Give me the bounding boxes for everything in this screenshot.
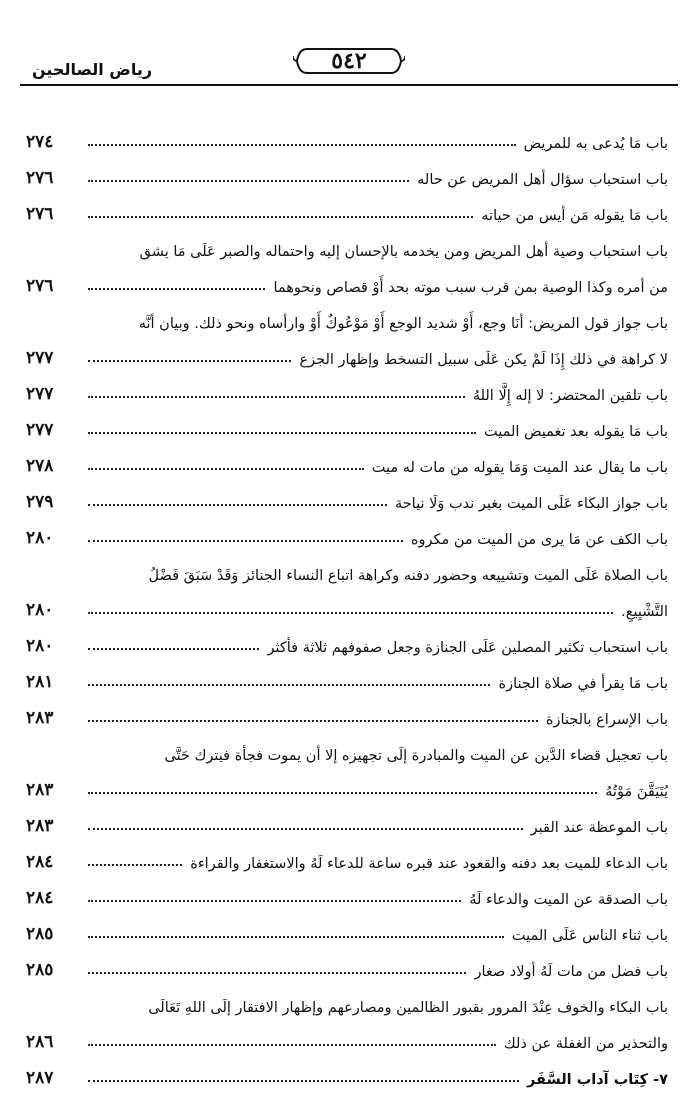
toc-entry-text: ٧- كِتَاب آداب السَّفَر: [527, 1072, 668, 1088]
toc-entry-text: باب الصدقة عن الميت والدعاء لَهُ: [469, 892, 668, 908]
toc-entry-text: باب مَا يقوله بعد تغميض الميت: [483, 424, 668, 440]
dot-leader: [88, 539, 403, 542]
toc-entry-text: يُتَيَقَّنَ مَوْتُهُ: [605, 784, 668, 800]
toc-page-number: ٢٨٤: [26, 852, 54, 872]
toc-entry: [26, 692, 668, 728]
toc-entry: [26, 800, 668, 836]
toc-entry-row: [26, 800, 668, 836]
toc-page-number: ٢٨٠: [26, 528, 54, 548]
dot-leader: [88, 395, 465, 398]
toc-entry-row: [26, 404, 668, 440]
toc-entry-row: [26, 1016, 668, 1052]
toc-entry-row: [26, 440, 668, 476]
toc-entry-text: باب جواز البكاء عَلَى الميت بغير ندب وَلَا نياحة: [394, 496, 668, 512]
toc-entry-row: [26, 476, 668, 512]
toc-entry: [26, 548, 668, 620]
toc-entry-row: [26, 188, 668, 224]
dot-leader: [88, 215, 473, 218]
dot-leader: [88, 611, 613, 614]
toc-entry-text: باب الدعاء للميت بعد دفنه والقعود عند قبره ساعة للدعاء لَهُ والاستغفار والقراءة: [190, 856, 668, 872]
toc-page-number: ٢٨٦: [26, 1032, 54, 1052]
toc-page-number: ٢٨٠: [26, 600, 54, 620]
toc-page-number: ٢٨٥: [26, 924, 54, 944]
toc-page-number: ٢٧٩: [26, 492, 54, 512]
book-title: رياض الصالحين: [32, 60, 153, 79]
toc-page-number: ٢٧٨: [26, 456, 54, 476]
dot-leader: [88, 863, 182, 866]
toc-entry: [26, 224, 668, 296]
dot-leader: [88, 179, 409, 182]
toc-entry-row: [26, 1052, 668, 1088]
toc-entry: [26, 476, 668, 512]
toc-entry-text: باب مَا يقوله مَن أيس من حياته: [481, 208, 668, 224]
toc-page-number: ٢٧٧: [26, 384, 54, 404]
toc-page-number: ٢٨٠: [26, 636, 54, 656]
toc-page-number: ٢٨٤: [26, 888, 54, 908]
toc-entry-row: [26, 836, 668, 872]
dot-leader: [88, 431, 476, 434]
toc-entry-text: من أمره وكذا الوصية بمن قرب سبب موته بحد أَوْ قصاص ونحوهما: [273, 280, 668, 296]
toc-page-number: ٢٨٣: [26, 816, 54, 836]
toc-entry: [26, 1052, 668, 1088]
dot-leader: [88, 683, 490, 686]
toc-page-number: ٢٨٣: [26, 780, 54, 800]
toc-entry-text: باب استحباب سؤال أهل المريض عن حاله: [417, 172, 668, 188]
toc-entry: [26, 872, 668, 908]
toc-page-number: ٢٧٧: [26, 348, 54, 368]
toc-entry-row: [26, 944, 668, 980]
toc-entry: [26, 728, 668, 800]
toc-entry-text: باب فضل من مات لَهُ أولاد صغار: [474, 964, 668, 980]
page-header: [20, 44, 678, 90]
table-of-contents: [26, 116, 668, 1088]
toc-entry-text: باب الإسراع بالجنازة: [545, 712, 668, 728]
dot-leader: [88, 467, 364, 470]
header-rule: [20, 84, 678, 86]
dot-leader: [88, 719, 538, 722]
toc-entry-row: [26, 512, 668, 548]
dot-leader: [88, 827, 523, 830]
toc-entry-row: [26, 764, 668, 800]
toc-entry-row: [26, 368, 668, 404]
dot-leader: [88, 1043, 496, 1046]
toc-page-number: ٢٧٦: [26, 276, 54, 296]
toc-entry-row: [26, 584, 668, 620]
toc-entry-text: باب الصلاة عَلَى الميت وتشييعه وحضور دفنه وكراهة اتباع النساء الجنائز وَقَدْ سَبَقَ فَضْلُ: [148, 568, 668, 584]
toc-page-number: ٢٧٧: [26, 420, 54, 440]
toc-entry-text: باب الكف عن مَا يرى من الميت من مكروه: [410, 532, 668, 548]
toc-entry: [26, 296, 668, 368]
toc-entry: [26, 944, 668, 980]
toc-entry-text: باب تعجيل قضاء الدَّين عن الميت والمبادرة إِلَى تجهيزه إلا أن يموت فجأة فيترك حَتَّى: [164, 748, 668, 764]
toc-entry-text: باب استحباب وصية أهل المريض ومن يخدمه بالإحسان إليه واحتماله والصبر عَلَى مَا يشق: [139, 244, 668, 260]
toc-entry-text: باب استحباب تكثير المصلين عَلَى الجنازة وجعل صفوفهم ثلاثة فأكثر: [267, 640, 668, 656]
toc-entry-row: [26, 872, 668, 908]
toc-entry-text: باب ثناء الناس عَلَى الميت: [511, 928, 668, 944]
toc-entry: [26, 188, 668, 224]
toc-entry-text: باب الموعظة عند القبر: [530, 820, 668, 836]
toc-entry: [26, 656, 668, 692]
page-number-frame: [293, 46, 405, 76]
toc-entry: [26, 404, 668, 440]
dot-leader: [88, 1079, 519, 1082]
toc-entry-text: باب البكاء والخوف عِنْدَ المرور بقبور الظالمين ومصارعهم وإظهار الافتقار إِلَى اللهِ تَعَالَى: [148, 1000, 668, 1016]
dot-leader: [88, 359, 291, 362]
toc-entry: [26, 152, 668, 188]
toc-entry-text: والتحذير من الغفلة عن ذلك: [503, 1036, 668, 1052]
toc-entry: [26, 836, 668, 872]
toc-entry-row: [26, 116, 668, 152]
toc-entry: [26, 116, 668, 152]
toc-entry: [26, 980, 668, 1052]
dot-leader: [88, 287, 265, 290]
toc-entry-text: باب مَا يقرأ في صلاة الجنازة: [498, 676, 668, 692]
toc-entry-text: باب جواز قول المريض: أنَا وجع، أَوْ شديد الوجع أَوْ مَوْعُوكٌ أَوْ وارأساه ونحو ذلك. وبيان أنَّه: [138, 316, 668, 332]
toc-entry-text: باب تلقين المحتضر: لا إله إِلَّا اللهُ: [472, 388, 668, 404]
toc-entry-text: التَّشْيِيعِ.: [621, 604, 668, 620]
toc-page-number: ٢٧٦: [26, 204, 54, 224]
toc-page-number: ٢٧٤: [26, 132, 54, 152]
toc-entry: [26, 620, 668, 656]
page-number: ٥٤٢: [331, 48, 367, 74]
toc-entry: [26, 368, 668, 404]
toc-entry-row: [26, 260, 668, 296]
dot-leader: [88, 899, 461, 902]
toc-entry-row: [26, 908, 668, 944]
toc-entry: [26, 440, 668, 476]
toc-entry-row: [26, 656, 668, 692]
dot-leader: [88, 935, 504, 938]
dot-leader: [88, 971, 466, 974]
toc-entry-text: باب مَا يُدعى به للمريض: [523, 136, 668, 152]
toc-entry-row: [26, 620, 668, 656]
dot-leader: [88, 647, 259, 650]
toc-entry: [26, 908, 668, 944]
toc-entry-row: [26, 332, 668, 368]
toc-page-number: ٢٨٧: [26, 1068, 54, 1088]
toc-entry-text: لا كراهة في ذلك إِذَا لَمْ يكن عَلَى سبيل التسخط وإظهار الجزع: [299, 352, 668, 368]
dot-leader: [88, 143, 516, 146]
toc-page-number: ٢٧٦: [26, 168, 54, 188]
toc-entry: [26, 512, 668, 548]
toc-entry-row: [26, 152, 668, 188]
toc-page-number: ٢٨٥: [26, 960, 54, 980]
dot-leader: [88, 791, 597, 794]
toc-entry-text: باب ما يقال عند الميت وَمَا يقوله من مات له ميت: [371, 460, 668, 476]
dot-leader: [88, 503, 387, 506]
toc-page-number: ٢٨١: [26, 672, 54, 692]
toc-page-number: ٢٨٣: [26, 708, 54, 728]
toc-entry-row: [26, 692, 668, 728]
